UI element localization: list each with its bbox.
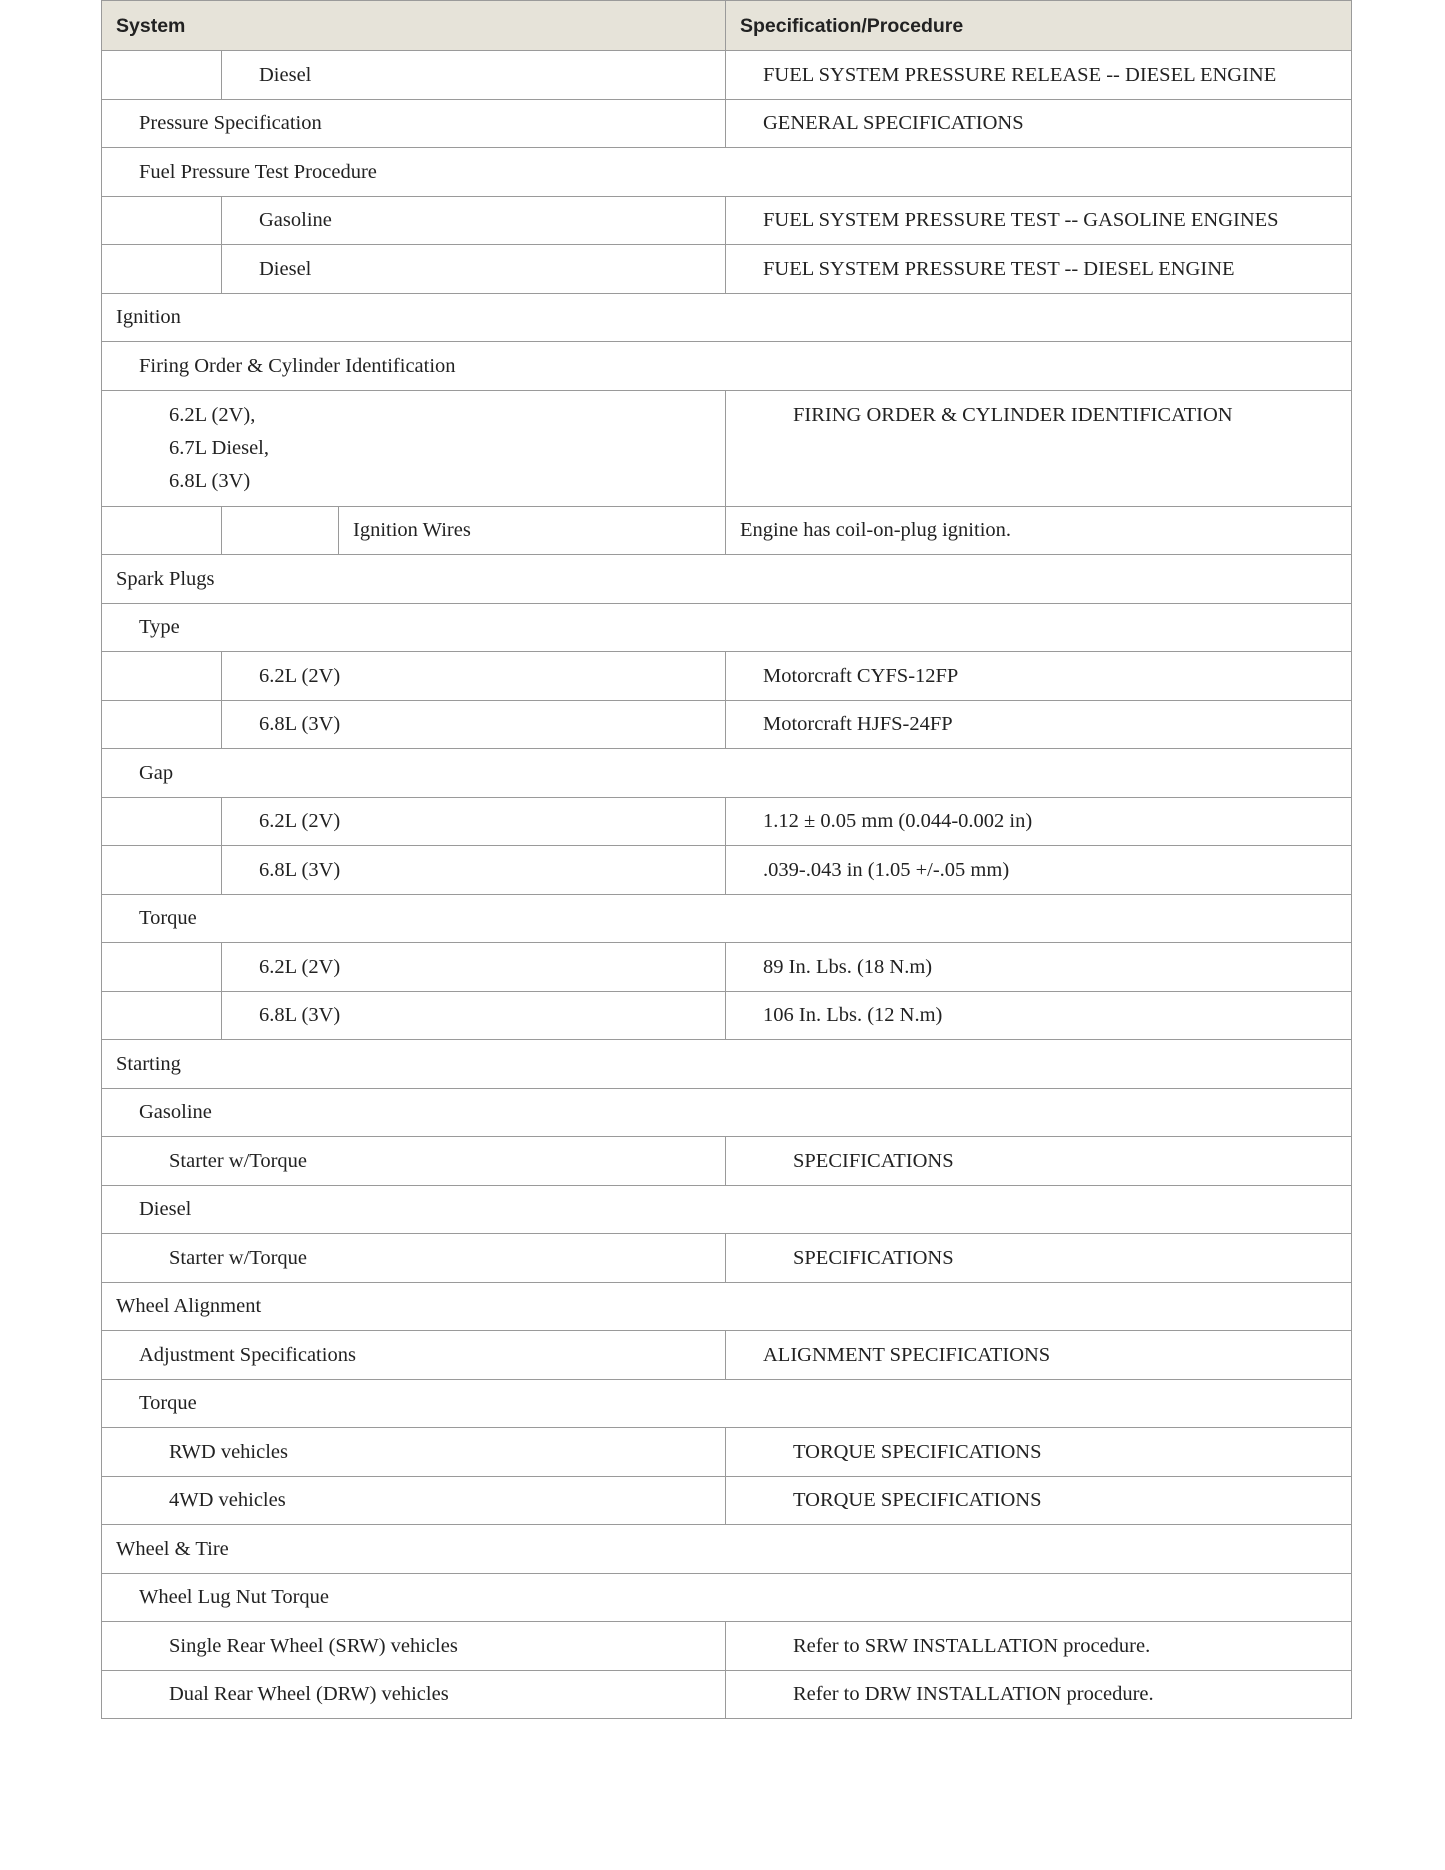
- row-spec-link[interactable]: Refer to SRW INSTALLATION procedure.: [726, 1622, 1352, 1671]
- row-spec-link[interactable]: GENERAL SPECIFICATIONS: [726, 99, 1352, 148]
- header-system: System: [102, 1, 726, 51]
- table-row: [102, 245, 1352, 294]
- empty-cell: [102, 991, 222, 1040]
- table-row: [102, 1088, 1352, 1137]
- row-label: 4WD vehicles: [102, 1476, 726, 1525]
- engine-line: 6.7L Diesel,: [169, 436, 270, 459]
- row-spec-link[interactable]: SPECIFICATIONS: [726, 1137, 1352, 1186]
- row-label: Adjustment Specifications: [102, 1331, 726, 1380]
- table-row: [102, 148, 1352, 197]
- table-row: [102, 555, 1352, 604]
- row-spec-link[interactable]: FUEL SYSTEM PRESSURE TEST -- DIESEL ENGINE: [726, 245, 1352, 294]
- row-spec-link[interactable]: [726, 390, 1352, 506]
- subsection-label: Firing Order & Cylinder Identification: [102, 342, 1352, 391]
- empty-cell: [102, 196, 222, 245]
- row-label: Starter w/Torque: [102, 1234, 726, 1283]
- row-label: 6.2L (2V): [222, 652, 726, 701]
- table-row: [102, 196, 1352, 245]
- table-row: [102, 506, 1352, 555]
- row-label: Diesel: [222, 245, 726, 294]
- table-row: [102, 1379, 1352, 1428]
- table-row: [102, 1428, 1352, 1477]
- section-label: Starting: [102, 1040, 1352, 1089]
- empty-cell: [102, 700, 222, 749]
- row-label: 6.2L (2V): [222, 943, 726, 992]
- empty-cell: [102, 245, 222, 294]
- row-spec-text: Motorcraft HJFS-24FP: [726, 700, 1352, 749]
- table-row: [102, 603, 1352, 652]
- table-row: [102, 51, 1352, 100]
- empty-cell: [102, 797, 222, 846]
- row-label: Gasoline: [222, 196, 726, 245]
- row-label: 6.2L (2V): [222, 797, 726, 846]
- table-header-row: [102, 1, 1352, 51]
- specification-table: [101, 0, 1352, 1719]
- subsection-label: Gasoline: [102, 1088, 1352, 1137]
- table-row: [102, 749, 1352, 798]
- table-row: [102, 99, 1352, 148]
- table-row: [102, 1282, 1352, 1331]
- row-spec-text: 1.12 ± 0.05 mm (0.044-0.002 in): [726, 797, 1352, 846]
- row-spec-text[interactable]: FIRING ORDER & CYLINDER IDENTIFICATION: [793, 403, 1233, 426]
- subsection-label: Fuel Pressure Test Procedure: [102, 148, 1352, 197]
- row-label: Dual Rear Wheel (DRW) vehicles: [102, 1670, 726, 1719]
- section-label: Ignition: [102, 293, 1352, 342]
- header-specification: Specification/Procedure: [726, 1, 1352, 51]
- table-row: [102, 991, 1352, 1040]
- row-label: Starter w/Torque: [102, 1137, 726, 1186]
- table-row: [102, 1234, 1352, 1283]
- row-spec-link[interactable]: SPECIFICATIONS: [726, 1234, 1352, 1283]
- subsection-label: Type: [102, 603, 1352, 652]
- empty-cell: [222, 506, 339, 555]
- row-spec-link[interactable]: FUEL SYSTEM PRESSURE TEST -- GASOLINE ENGINES: [726, 196, 1352, 245]
- table-row: [102, 797, 1352, 846]
- row-spec-link[interactable]: TORQUE SPECIFICATIONS: [726, 1476, 1352, 1525]
- row-spec-text: Engine has coil-on-plug ignition.: [726, 506, 1352, 555]
- table-row: [102, 342, 1352, 391]
- table-row: [102, 1185, 1352, 1234]
- engine-line: 6.8L (3V): [169, 469, 251, 492]
- subsection-label: Diesel: [102, 1185, 1352, 1234]
- table-row: [102, 894, 1352, 943]
- row-label: 6.8L (3V): [222, 846, 726, 895]
- row-spec-text: Motorcraft CYFS-12FP: [726, 652, 1352, 701]
- subsection-label: Torque: [102, 894, 1352, 943]
- subsection-label: Torque: [102, 1379, 1352, 1428]
- row-label: RWD vehicles: [102, 1428, 726, 1477]
- table-row: [102, 1137, 1352, 1186]
- table-row: [102, 390, 1352, 506]
- row-label: Diesel: [222, 51, 726, 100]
- table-row: [102, 293, 1352, 342]
- table-row: [102, 943, 1352, 992]
- row-spec-text: 106 In. Lbs. (12 N.m): [726, 991, 1352, 1040]
- engine-line: 6.2L (2V),: [169, 403, 256, 426]
- row-label: 6.8L (3V): [222, 700, 726, 749]
- empty-cell: [102, 943, 222, 992]
- row-spec-link[interactable]: Refer to DRW INSTALLATION procedure.: [726, 1670, 1352, 1719]
- subsection-label: Gap: [102, 749, 1352, 798]
- row-spec-text: 89 In. Lbs. (18 N.m): [726, 943, 1352, 992]
- row-label: 6.8L (3V): [222, 991, 726, 1040]
- row-label: Ignition Wires: [339, 506, 726, 555]
- table-row: [102, 1670, 1352, 1719]
- empty-cell: [102, 51, 222, 100]
- row-label: Single Rear Wheel (SRW) vehicles: [102, 1622, 726, 1671]
- row-label: Pressure Specification: [102, 99, 726, 148]
- table-row: [102, 1525, 1352, 1574]
- table-row: [102, 1573, 1352, 1622]
- empty-cell: [102, 652, 222, 701]
- table-row: [102, 1476, 1352, 1525]
- row-spec-link[interactable]: ALIGNMENT SPECIFICATIONS: [726, 1331, 1352, 1380]
- row-label-multiline: [102, 390, 726, 506]
- section-label: Spark Plugs: [102, 555, 1352, 604]
- row-spec-link[interactable]: FUEL SYSTEM PRESSURE RELEASE -- DIESEL ENGINE: [726, 51, 1352, 100]
- subsection-label: Wheel Lug Nut Torque: [102, 1573, 1352, 1622]
- table-row: [102, 1040, 1352, 1089]
- table-row: [102, 700, 1352, 749]
- row-spec-link[interactable]: TORQUE SPECIFICATIONS: [726, 1428, 1352, 1477]
- section-label: Wheel Alignment: [102, 1282, 1352, 1331]
- table-row: [102, 846, 1352, 895]
- section-label: Wheel & Tire: [102, 1525, 1352, 1574]
- table-row: [102, 1622, 1352, 1671]
- row-spec-text: .039-.043 in (1.05 +/-.05 mm): [726, 846, 1352, 895]
- empty-cell: [102, 846, 222, 895]
- empty-cell: [102, 506, 222, 555]
- table-row: [102, 652, 1352, 701]
- table-row: [102, 1331, 1352, 1380]
